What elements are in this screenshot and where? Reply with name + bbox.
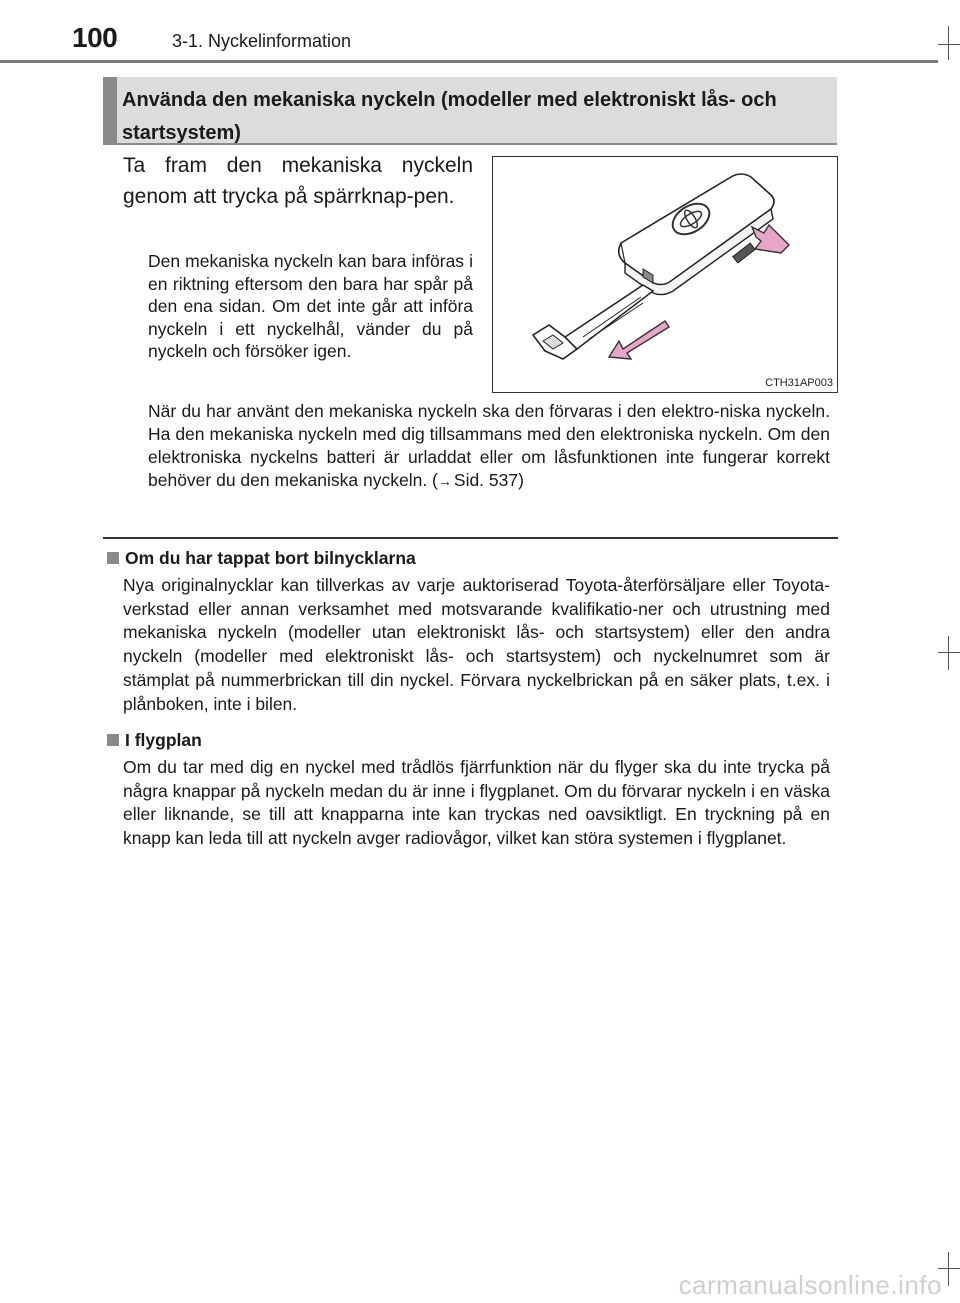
- right-arrow-icon: →: [437, 473, 452, 489]
- item-heading-text: I flygplan: [125, 730, 202, 750]
- chapter-title: 3-1. Nyckelinformation: [172, 31, 352, 51]
- item-heading-airplane: [107, 730, 202, 751]
- press-arrow-icon: [752, 225, 789, 253]
- key-illustration-drawing: [493, 157, 836, 391]
- header-rule: [0, 60, 938, 63]
- key-illustration: [492, 156, 838, 393]
- lead-instruction: Ta fram den mekaniska nyckeln genom att trycka på spärrknap-pen.: [123, 154, 473, 208]
- page-number: 100: [72, 22, 118, 53]
- key-orientation-note: Den mekaniska nyckeln kan bara införas i en riktning eftersom den bara har spår på den ena sidan. Om det inte går att införa nyckeln i ett nyckelhål, vänder du på nyckeln och försöker igen.: [148, 251, 473, 361]
- storage-text-end: ): [518, 470, 524, 490]
- pull-arrow-icon: [609, 321, 669, 359]
- section-rule: [103, 537, 838, 539]
- square-bullet-icon: [107, 552, 119, 564]
- section-title: Använda den mekaniska nyckeln (modeller med elektroniskt lås- och startsystem): [122, 89, 777, 144]
- page-reference-link[interactable]: Sid. 537: [453, 470, 519, 490]
- watermark: carmanualsonline.info: [678, 1270, 942, 1300]
- item-heading-lost-keys: [107, 548, 416, 569]
- item-body-airplane: Om du tar med dig en nyckel med trådlös fjärrfunktion när du flyger ska du inte trycka på några knappar på nyckeln medan du är inne i flygplanet. Om du förvarar nyckeln i en väska eller liknande, se till att knapparna inte kan tryckas ned oavsiktligt. En tryckning på en knapp kan leda till att nyckeln avger radiovågor, vilket kan störa systemen i flygplanet.: [123, 757, 830, 849]
- figure-code: CTH31AP003: [765, 377, 833, 389]
- storage-instruction: [148, 400, 830, 493]
- item-body-lost-keys: Nya originalnycklar kan tillverkas av varje auktoriserad Toyota-återförsäljare eller Toyota-verkstad eller annan verksamhet med motsvarande kvalifikatio-ner och utrustning med mekaniska nyckeln (modeller utan elektroniskt lås- och startsystem) eller den andra nyckeln (modeller med elektroniskt lås- och startsystem) och nyckelnumret som är stämplat på nummerbrickan till din nyckel. Förvara nyckelbrickan på en säker plats, t.ex. i plånboken, inte i bilen.: [123, 575, 830, 714]
- square-bullet-icon: [107, 734, 119, 746]
- item-heading-text: Om du har tappat bort bilnycklarna: [125, 548, 416, 568]
- storage-text: När du har använt den mekaniska nyckeln ska den förvaras i den elektro-niska nyckeln. Ha den mekaniska nyckeln med dig tillsammans med den elektroniska nyckeln. Om den elektroniska nyckelns batteri är urladdat eller om låsfunktionen inte fungerar korrekt behöver du den mekaniska nyckeln. (: [148, 401, 830, 490]
